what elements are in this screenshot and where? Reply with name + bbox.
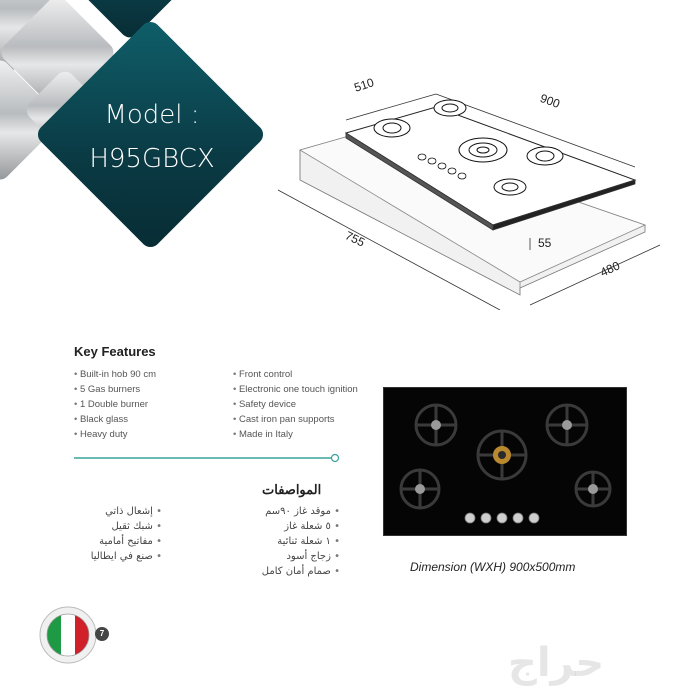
arabic-feature-item: • زجاج أسود <box>218 549 340 564</box>
feature-item: • Electronic one touch ignition <box>233 382 358 397</box>
dimension-caption: Dimension (WXH) 900x500mm <box>410 560 576 574</box>
watermark: حراج <box>508 640 605 686</box>
model-label: Model : <box>104 100 200 130</box>
feature-item: • Cast iron pan supports <box>233 412 358 427</box>
arabic-feature-item: • إشعال ذاتي <box>62 504 162 519</box>
page-number: 7 <box>95 627 109 641</box>
arabic-feature-item: • ١ شعلة ثنائية <box>218 534 340 549</box>
arabic-feature-item: • موقد غاز ٩٠سم <box>218 504 340 519</box>
feature-item: • 5 Gas burners <box>74 382 156 397</box>
features-left-list <box>74 367 156 442</box>
feature-item: • 1 Double burner <box>74 397 156 412</box>
dim-height: 55 <box>538 236 552 250</box>
key-features-title: Key Features <box>74 344 156 359</box>
arabic-feature-item: • ٥ شعلة غاز <box>218 519 340 534</box>
made-in-italy-badge <box>38 605 98 665</box>
feature-item: • Built-in hob 90 cm <box>74 367 156 382</box>
arabic-feature-item: • مفاتيح أمامية <box>62 534 162 549</box>
arabic-feature-item: • صنع في ايطاليا <box>62 549 162 564</box>
feature-item: • Black glass <box>74 412 156 427</box>
feature-item: • Heavy duty <box>74 427 156 442</box>
arabic-features-right-list <box>218 504 340 579</box>
dim-width-top: 510 <box>352 75 376 95</box>
arabic-feature-item: • صمام أمان كامل <box>218 564 340 579</box>
arabic-features-title: المواصفات <box>262 482 322 497</box>
model-code: H95GBCX <box>89 144 215 174</box>
feature-item: • Front control <box>233 367 358 382</box>
dim-depth-top: 900 <box>538 90 562 112</box>
divider-rule <box>72 452 342 464</box>
dim-cutout-width: 755 <box>342 228 368 250</box>
arabic-features-left-list <box>62 504 162 564</box>
dim-cutout-depth: 480 <box>597 258 623 280</box>
feature-item: • Made in Italy <box>233 427 358 442</box>
feature-item: • Safety device <box>233 397 358 412</box>
features-right-list <box>233 367 358 442</box>
hob-photo <box>383 387 627 536</box>
arabic-feature-item: • شبك ثقيل <box>62 519 162 534</box>
